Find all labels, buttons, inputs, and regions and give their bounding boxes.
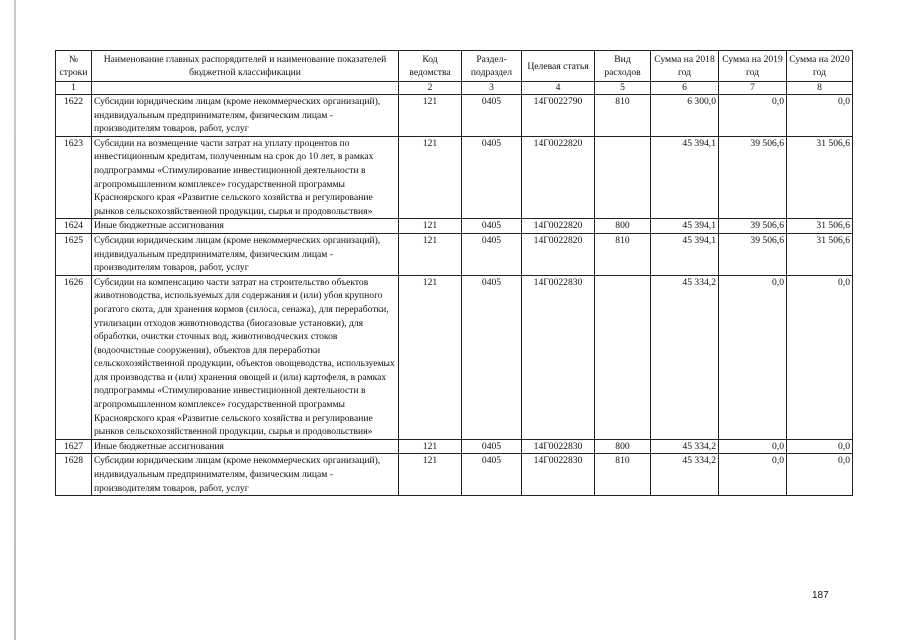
row-article-cell: 14Г0022830 [522, 439, 595, 454]
row-number-cell: 1627 [56, 439, 92, 454]
row-sum-2020-cell: 31 506,6 [787, 136, 853, 219]
row-kind-cell: 800 [595, 219, 651, 234]
header-sum-2018: Сумма на 2018 год [651, 51, 719, 82]
row-section-cell: 0405 [462, 454, 522, 496]
header-name: Наименование главных распорядителей и наименование показателей бюджетной классификации [92, 51, 399, 82]
row-section-cell: 0405 [462, 219, 522, 234]
row-sum-2018-cell: 45 394,1 [651, 233, 719, 275]
column-number: 7 [719, 82, 787, 95]
row-kind-cell [595, 275, 651, 439]
table-row [56, 454, 853, 496]
column-number: 6 [651, 82, 719, 95]
row-article-cell: 14Г0022830 [522, 275, 595, 439]
table-row [56, 219, 853, 234]
row-kind-cell: 810 [595, 454, 651, 496]
row-sum-2020-cell: 31 506,6 [787, 219, 853, 234]
budget-table [55, 50, 853, 496]
column-number-row [56, 82, 853, 95]
header-target-article: Целевая статья [522, 51, 595, 82]
header-sum-2020: Сумма на 2020 год [787, 51, 853, 82]
row-dept-code-cell: 121 [399, 219, 462, 234]
row-article-cell: 14Г0022790 [522, 95, 595, 137]
row-sum-2020-cell: 0,0 [787, 439, 853, 454]
row-sum-2019-cell: 0,0 [719, 439, 787, 454]
row-sum-2019-cell: 39 506,6 [719, 233, 787, 275]
column-number: 5 [595, 82, 651, 95]
row-section-cell: 0405 [462, 275, 522, 439]
column-number: 8 [787, 82, 853, 95]
row-name-cell: Субсидии юридическим лицам (кроме некоммерческих организаций), индивидуальным предпринимателям, физическим лицам - производителям товаров, работ, услуг [92, 233, 399, 275]
row-sum-2018-cell: 6 300,0 [651, 95, 719, 137]
row-dept-code-cell: 121 [399, 136, 462, 219]
page-number: 187 [812, 590, 829, 601]
row-dept-code-cell: 121 [399, 233, 462, 275]
row-sum-2018-cell: 45 394,1 [651, 136, 719, 219]
row-number-cell: 1623 [56, 136, 92, 219]
column-number: 2 [399, 82, 462, 95]
row-number-cell: 1624 [56, 219, 92, 234]
column-number: 4 [522, 82, 595, 95]
row-dept-code-cell: 121 [399, 95, 462, 137]
row-kind-cell: 800 [595, 439, 651, 454]
row-sum-2018-cell: 45 334,2 [651, 439, 719, 454]
row-sum-2020-cell: 31 506,6 [787, 233, 853, 275]
header-sum-2019: Сумма на 2019 год [719, 51, 787, 82]
row-number-cell: 1626 [56, 275, 92, 439]
row-name-cell: Субсидии на возмещение части затрат на уплату процентов по инвестиционным кредитам, полученным на срок до 10 лет, в рамках подпрограммы «Стимулирование инвестиционной деятельности в агропромышленном комплексе» государственной программы Красноярского края «Развитие сельского хозяйства и регулирование рынков сельскохозяйственной продукции, сырья и продовольствия» [92, 136, 399, 219]
scan-edge-line [14, 0, 16, 640]
header-expense-type: Вид расходов [595, 51, 651, 82]
row-section-cell: 0405 [462, 233, 522, 275]
header-row-no: № строки [56, 51, 92, 82]
row-sum-2019-cell: 39 506,6 [719, 136, 787, 219]
table-row [56, 233, 853, 275]
row-sum-2018-cell: 45 334,2 [651, 275, 719, 439]
table-header-row [56, 51, 853, 82]
table-row [56, 95, 853, 137]
row-dept-code-cell: 121 [399, 439, 462, 454]
row-article-cell: 14Г0022820 [522, 233, 595, 275]
column-number [92, 82, 399, 95]
row-article-cell: 14Г0022820 [522, 136, 595, 219]
column-number: 1 [56, 82, 92, 95]
row-section-cell: 0405 [462, 439, 522, 454]
table-row [56, 275, 853, 439]
row-sum-2018-cell: 45 394,1 [651, 219, 719, 234]
row-name-cell: Субсидии юридическим лицам (кроме некоммерческих организаций), индивидуальным предпринимателям, физическим лицам - производителям товаров, работ, услуг [92, 454, 399, 496]
row-dept-code-cell: 121 [399, 275, 462, 439]
row-sum-2020-cell: 0,0 [787, 275, 853, 439]
row-kind-cell: 810 [595, 233, 651, 275]
row-number-cell: 1625 [56, 233, 92, 275]
row-name-cell: Иные бюджетные ассигнования [92, 219, 399, 234]
header-section: Раздел-подраздел [462, 51, 522, 82]
row-sum-2020-cell: 0,0 [787, 454, 853, 496]
row-kind-cell [595, 136, 651, 219]
row-sum-2019-cell: 0,0 [719, 95, 787, 137]
row-name-cell: Субсидии на компенсацию части затрат на строительство объектов животноводства, используемых для содержания и (или) убоя крупного рогатого скота, для хранения кормов (силоса, сенажа), для переработки, утилизации отходов животноводства (биогазовые установки), для обработки, очистки сточных вод, животноводческих стоков (водоочистные сооружения), объектов для переработки сельскохозяйственной продукции, объектов овощеводства, используемых для производства и (или) хранения овощей и (или) картофеля, в рамках подпрограммы «Стимулирование инвестиционной деятельности в агропромышленном комплексе» государственной программы Красноярского края «Развитие сельского хозяйства и регулирование рынков сельскохозяйственной продукции, сырья и продовольствия» [92, 275, 399, 439]
row-sum-2019-cell: 0,0 [719, 454, 787, 496]
row-number-cell: 1628 [56, 454, 92, 496]
row-sum-2019-cell: 0,0 [719, 275, 787, 439]
row-article-cell: 14Г0022820 [522, 219, 595, 234]
row-article-cell: 14Г0022830 [522, 454, 595, 496]
row-name-cell: Иные бюджетные ассигнования [92, 439, 399, 454]
row-dept-code-cell: 121 [399, 454, 462, 496]
row-sum-2020-cell: 0,0 [787, 95, 853, 137]
header-dept-code: Код ведомства [399, 51, 462, 82]
row-section-cell: 0405 [462, 95, 522, 137]
column-number: 3 [462, 82, 522, 95]
table-row [56, 136, 853, 219]
row-sum-2018-cell: 45 334,2 [651, 454, 719, 496]
row-kind-cell: 810 [595, 95, 651, 137]
row-sum-2019-cell: 39 506,6 [719, 219, 787, 234]
row-section-cell: 0405 [462, 136, 522, 219]
row-number-cell: 1622 [56, 95, 92, 137]
table-row [56, 439, 853, 454]
row-name-cell: Субсидии юридическим лицам (кроме некоммерческих организаций), индивидуальным предпринимателям, физическим лицам - производителям товаров, работ, услуг [92, 95, 399, 137]
